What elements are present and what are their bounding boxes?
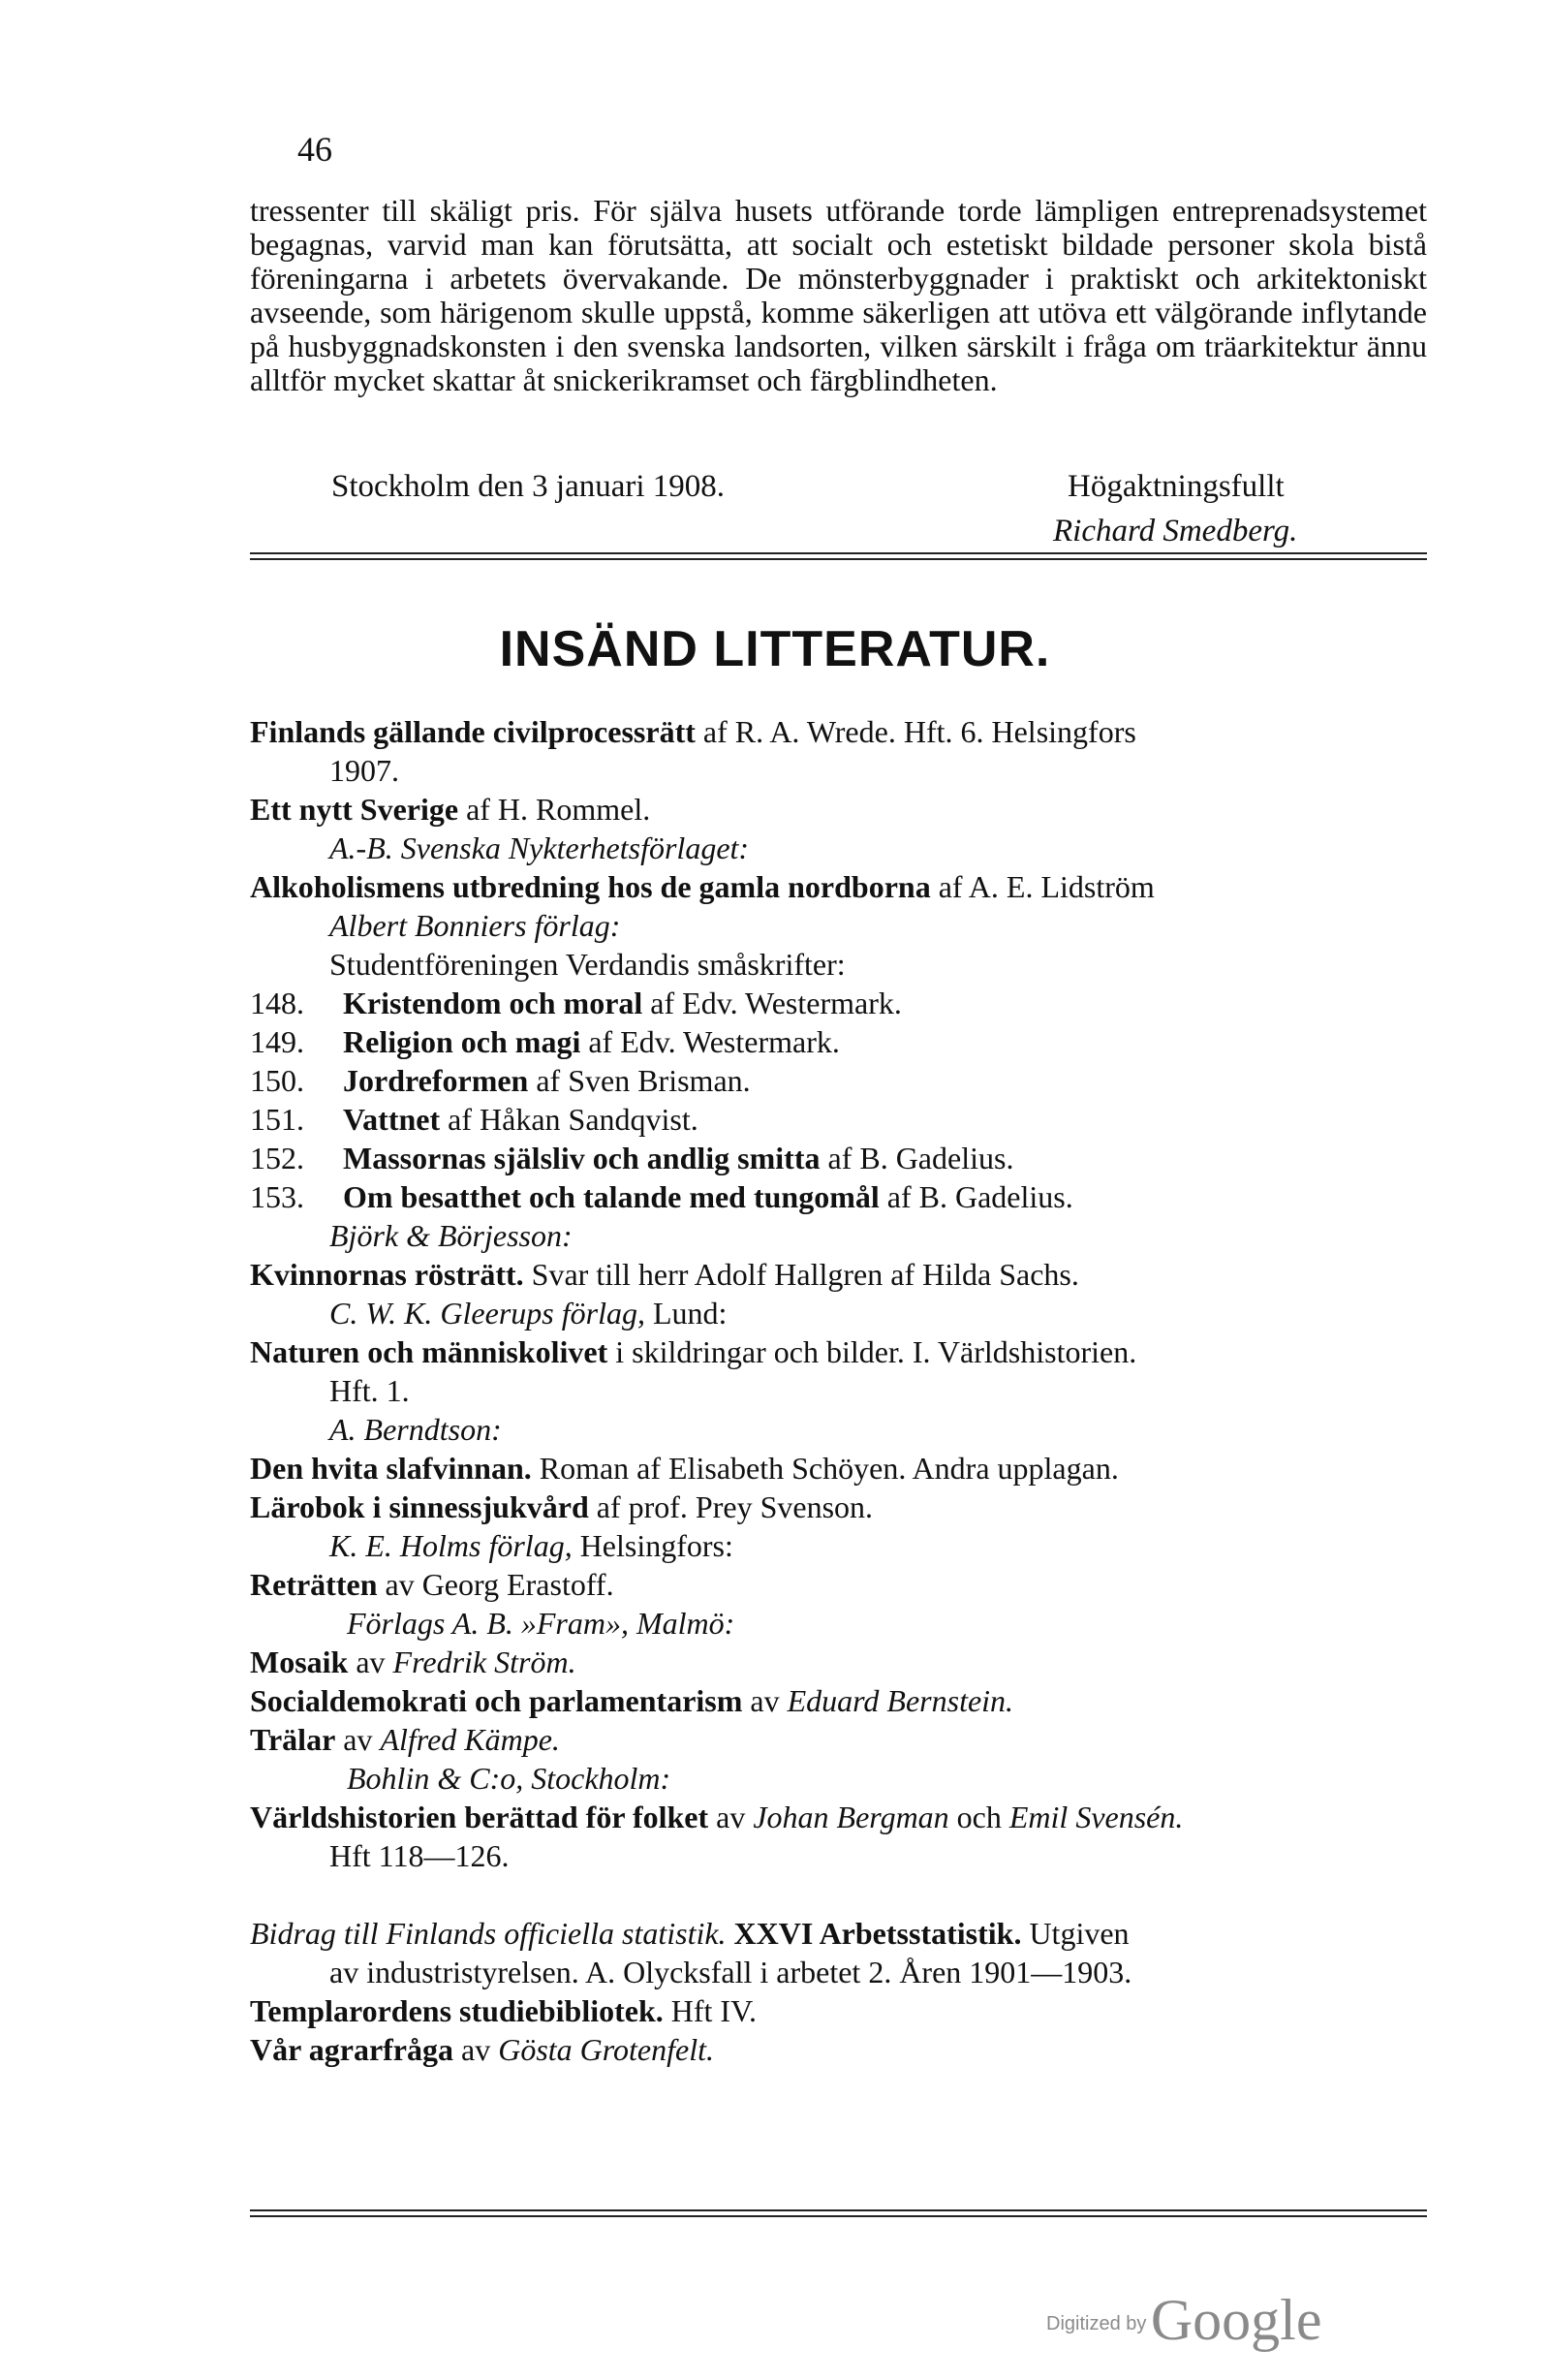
intro-text bbox=[250, 194, 1427, 397]
publisher-heading: Björk & Börjesson: bbox=[329, 1218, 573, 1253]
spacer bbox=[250, 1875, 1427, 1914]
numbered-item: 148. Kristendom och moral af Edv. Westermark. bbox=[250, 986, 902, 1020]
list-item: Kvinnornas rösträtt. Svar till herr Adolf Hallgren af Hilda Sachs. bbox=[250, 1257, 1079, 1292]
list-item-continuation: Hft 118—126. bbox=[329, 1838, 510, 1873]
list-item: Den hvita slafvinnan. Roman af Elisabeth Schöyen. Andra upplagan. bbox=[250, 1451, 1119, 1486]
list-item: Finlands gällande civilprocessrätt af R. A. Wrede. Hft. 6. Helsingfors bbox=[250, 714, 1136, 749]
list-item: Trälar av Alfred Kämpe. bbox=[250, 1722, 560, 1757]
series-heading: Studentföreningen Verdandis småskrifter: bbox=[329, 947, 846, 982]
numbered-item: 152. Massornas själsliv och andlig smitta af B. Gadelius. bbox=[250, 1141, 1014, 1175]
watermark-brand: Google bbox=[1150, 2288, 1322, 2352]
publisher-heading: Bohlin & C:o, Stockholm: bbox=[347, 1761, 671, 1796]
publisher-heading: A.-B. Svenska Nykterhetsförlaget: bbox=[329, 830, 750, 865]
list-item: Reträtten av Georg Erastoff. bbox=[250, 1567, 614, 1602]
list-item-continuation: 1907. bbox=[329, 753, 399, 788]
place-date: Stockholm den 3 januari 1908. bbox=[331, 469, 726, 504]
list-item: Ett nytt Sverige af H. Rommel. bbox=[250, 792, 651, 827]
numbered-item: 151. Vattnet af Håkan Sandqvist. bbox=[250, 1102, 698, 1137]
list-item: Världshistorien berättad för folket av Johan Bergman och Emil Svensén. bbox=[250, 1800, 1184, 1834]
divider-bottom-1 bbox=[250, 2209, 1427, 2211]
list-item-continuation: Hft. 1. bbox=[329, 1373, 410, 1408]
literature-list bbox=[250, 712, 1427, 2069]
signature: Richard Smedberg. bbox=[1053, 514, 1298, 548]
divider-top-2 bbox=[250, 558, 1427, 560]
list-item: Templarordens studiebibliotek. Hft IV. bbox=[250, 1993, 758, 2028]
greeting: Högaktningsfullt bbox=[1068, 469, 1285, 504]
publisher-heading: A. Berndtson: bbox=[329, 1412, 502, 1447]
list-item: Lärobok i sinnessjukvård af prof. Prey Svenson. bbox=[250, 1489, 874, 1524]
publisher-heading: Albert Bonniers förlag: bbox=[329, 908, 621, 943]
section-heading: INSÄND LITTERATUR. bbox=[499, 621, 1051, 677]
list-item: Alkoholismens utbredning hos de gamla nordborna af A. E. Lidström bbox=[250, 869, 1155, 904]
divider-bottom-2 bbox=[250, 2215, 1427, 2217]
numbered-item: 153. Om besatthet och talande med tungomål af B. Gadelius. bbox=[250, 1179, 1073, 1214]
list-item-continuation: av industristyrelsen. A. Olycksfall i arbetet 2. Åren 1901—1903. bbox=[329, 1955, 1132, 1989]
watermark-prefix: Digitized by bbox=[1046, 2313, 1147, 2334]
numbered-item: 149. Religion och magi af Edv. Westermark. bbox=[250, 1024, 840, 1059]
intro-paragraph: tressenter till skäligt pris. För själva husets utförande torde lämpligen entreprenadsystemet begagnas, varvid man kan förutsätta, att socialt och estetiskt bildade personer skola bistå föreningarna i arbetets övervakande. De mönsterbyggnader i praktiskt och arkitektoniskt avseende, som härigenom skulle uppstå, komme säkerligen att utöva ett välgörande inflytande på husbyggnadskonsten i den svenska landsorten, vilken särskilt i fråga om träarkitektur ännu alltför mycket skattar åt snickerikramset och färgblindheten. bbox=[250, 193, 1427, 397]
publisher-heading: C. W. K. Gleerups förlag, Lund: bbox=[329, 1296, 728, 1331]
list-item: Socialdemokrati och parlamentarism av Eduard Bernstein. bbox=[250, 1683, 1014, 1718]
publisher-heading: Förlags A. B. »Fram», Malmö: bbox=[347, 1606, 735, 1641]
publisher-heading: K. E. Holms förlag, Helsingfors: bbox=[329, 1528, 733, 1563]
list-item: Mosaik av Fredrik Ström. bbox=[250, 1644, 576, 1679]
digitized-watermark bbox=[1046, 2287, 1321, 2354]
list-item: Bidrag till Finlands officiella statistik. XXVI Arbetsstatistik. Utgiven bbox=[250, 1916, 1130, 1951]
numbered-item: 150. Jordreformen af Sven Brisman. bbox=[250, 1063, 751, 1098]
divider-top-1 bbox=[250, 552, 1427, 554]
page-number: 46 bbox=[297, 130, 332, 169]
list-item: Vår agrarfråga av Gösta Grotenfelt. bbox=[250, 2032, 714, 2067]
list-item: Naturen och människolivet i skildringar och bilder. I. Världshistorien. bbox=[250, 1334, 1137, 1369]
